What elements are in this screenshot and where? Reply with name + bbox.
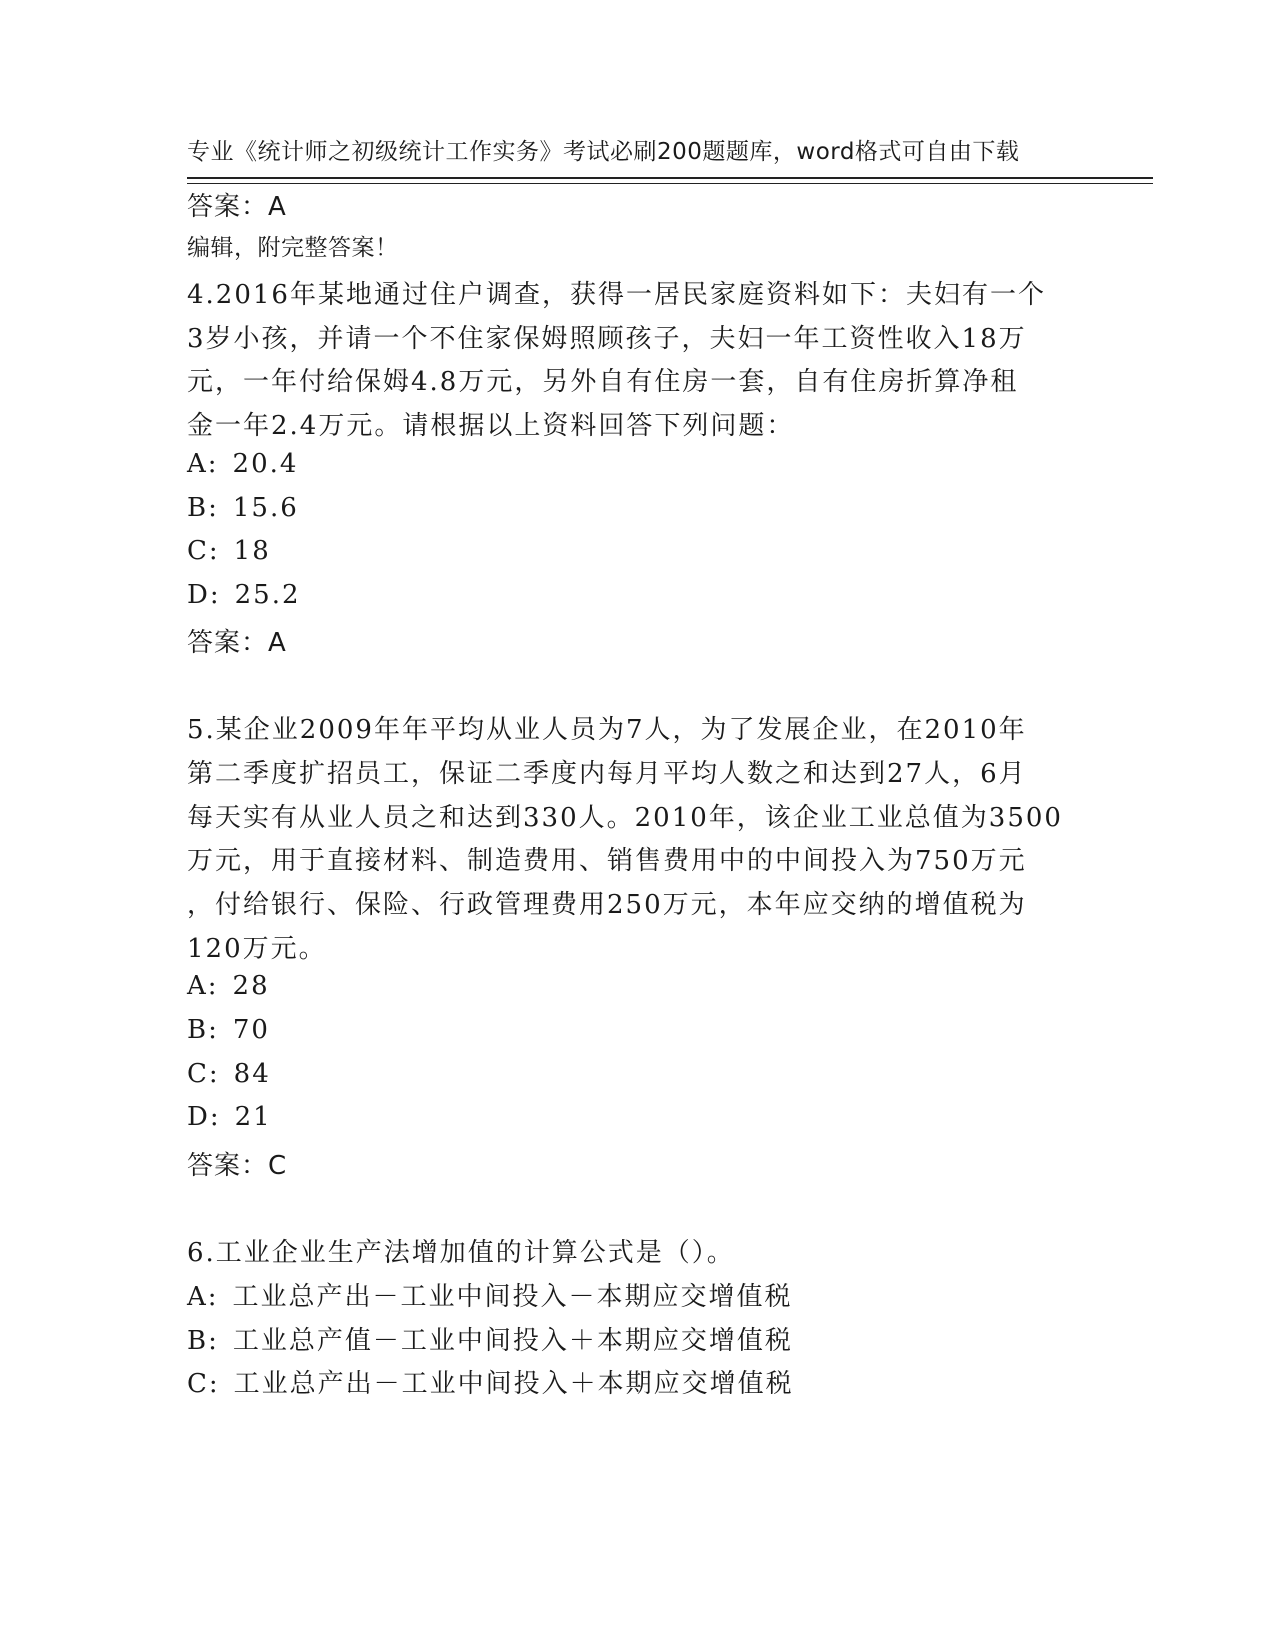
question-6-option-c — [187, 1363, 794, 1400]
option-key: D: — [187, 1102, 221, 1132]
question-4-option-a — [187, 449, 298, 479]
option-key: B: — [187, 1015, 219, 1045]
question-5-option-d — [187, 1102, 272, 1132]
question-6-option-b — [187, 1320, 793, 1357]
document-header — [187, 72, 1087, 296]
header-divider-thin — [187, 183, 1153, 184]
header-line-1: 专业《统计师之初级统计工作实务》考试必刷200题题库，word格式可自由下载 — [187, 139, 1020, 165]
option-key: C: — [187, 1369, 220, 1399]
question-4-line-3: 元，一年付给保姆4.8万元，另外自有住房一套，自有住房折算净租 — [187, 367, 1019, 397]
question-4-line-1: 4.2016年某地通过住户调查，获得一居民家庭资料如下：夫妇有一个 — [187, 280, 1046, 310]
question-5-line-2: 第二季度扩招员工，保证二季度内每月平均人数之和达到27人，6月 — [187, 759, 1027, 789]
option-value: 工业总产出－工业中间投入＋本期应交增值税 — [233, 1369, 794, 1399]
option-value: 18 — [233, 536, 271, 566]
option-key: C: — [187, 536, 220, 566]
option-key: B: — [187, 1326, 219, 1356]
option-value: 28 — [232, 971, 270, 1001]
option-value: 工业总产值－工业中间投入＋本期应交增值税 — [232, 1326, 793, 1356]
question-4-option-b — [187, 493, 299, 523]
question-4-line-4: 金一年2.4万元。请根据以上资料回答下列问题： — [187, 411, 795, 441]
header-line-2: 编辑，附完整答案！ — [187, 235, 399, 261]
option-value: 70 — [232, 1015, 270, 1045]
question-5-line-3: 每天实有从业人员之和达到330人。2010年，该企业工业总值为3500 — [187, 803, 1063, 833]
question-5-line-5: ，付给银行、保险、行政管理费用250万元，本年应交纳的增值税为 — [187, 890, 1027, 920]
option-value: 84 — [233, 1059, 271, 1089]
question-4-option-d — [187, 580, 301, 610]
option-key: A: — [187, 971, 219, 1001]
question-5-option-c — [187, 1059, 271, 1089]
option-key: D: — [187, 580, 221, 610]
option-key: A: — [187, 1282, 219, 1312]
option-value: 25.2 — [234, 580, 301, 610]
question-5-option-a — [187, 971, 270, 1001]
question-4-line-2: 3岁小孩，并请一个不住家保姆照顾孩子，夫妇一年工资性收入18万 — [187, 324, 1027, 354]
question-6-line-1: 6.工业企业生产法增加值的计算公式是（）。 — [187, 1238, 735, 1268]
option-value: 20.4 — [232, 449, 299, 479]
question-6-option-a — [187, 1276, 793, 1313]
question-5-line-4: 万元，用于直接材料、制造费用、销售费用中的中间投入为750万元 — [187, 846, 1027, 876]
option-value: 21 — [234, 1102, 272, 1132]
answer-3: 答案：A — [187, 192, 287, 222]
option-key: A: — [187, 449, 219, 479]
option-key: B: — [187, 493, 219, 523]
question-4-option-c — [187, 536, 271, 566]
option-value: 15.6 — [232, 493, 299, 523]
option-key: C: — [187, 1059, 220, 1089]
header-divider-thick — [187, 177, 1153, 179]
question-5-option-b — [187, 1015, 270, 1045]
question-5-line-6: 120万元。 — [187, 934, 327, 964]
option-value: 工业总产出－工业中间投入－本期应交增值税 — [232, 1282, 793, 1312]
answer-5: 答案：C — [187, 1151, 288, 1181]
answer-4: 答案：A — [187, 628, 287, 658]
question-5-line-1: 5.某企业2009年年平均从业人员为7人，为了发展企业，在2010年 — [187, 715, 1027, 745]
